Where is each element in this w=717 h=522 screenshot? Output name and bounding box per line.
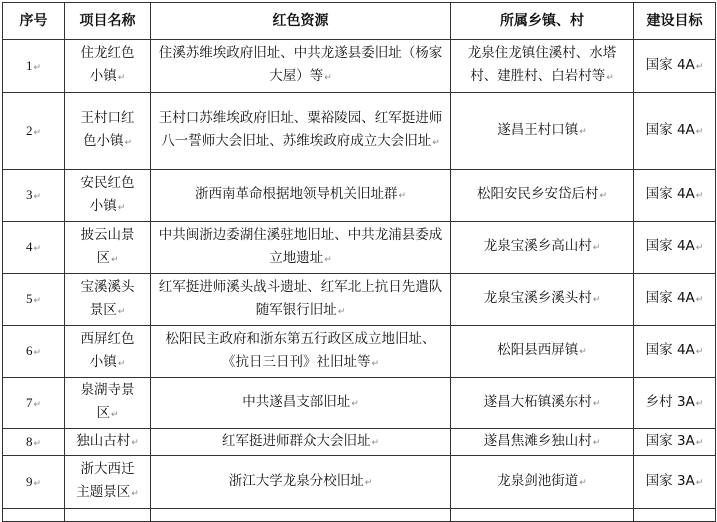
cell-red-resource-text: 王村口苏维埃政府旧址、粟裕陵园、红军挺进师八一誓师大会旧址、苏维埃政府成立大会旧址 — [158, 110, 443, 149]
cell-end-mark: ↵ — [351, 398, 359, 409]
empty-cell — [451, 509, 634, 522]
cell-town-village — [451, 378, 634, 429]
cell-end-mark: ↵ — [33, 191, 42, 201]
cell-end-mark: ↵ — [33, 398, 42, 409]
cell-town-village-text: 遂昌焦滩乡独山村 — [483, 432, 592, 449]
cell-number-text: 3 — [25, 187, 33, 202]
cell-construction-goal-text: 国家 4A — [645, 238, 695, 254]
cell-red-resource — [151, 93, 451, 170]
cell-construction-goal-text: 国家 3A — [645, 432, 695, 449]
cell-number-text: 1 — [25, 57, 33, 73]
cell-project-name — [65, 378, 151, 429]
cell-town-village-text: 松阳安民乡安岱后村 — [476, 186, 599, 202]
cell-town-village — [451, 170, 634, 222]
cell-end-mark: ↵ — [131, 437, 139, 448]
table-row — [3, 429, 716, 456]
cell-end-mark: ↵ — [592, 295, 601, 305]
cell-end-mark: ↵ — [592, 437, 601, 448]
cell-town-village — [451, 274, 634, 326]
cell-project-name — [65, 274, 151, 326]
cell-number — [3, 93, 65, 170]
header-number: 序号 — [3, 3, 65, 40]
cell-end-mark: ↵ — [599, 191, 608, 201]
cell-end-mark: ↵ — [337, 306, 346, 317]
cell-project-name-text: 浙大西迁主题景区 — [76, 461, 135, 500]
cell-town-village — [451, 93, 634, 170]
cell-end-mark: ↵ — [695, 243, 704, 253]
cell-number-text: 4 — [25, 239, 33, 254]
cell-number-text: 9 — [25, 473, 33, 489]
cell-end-mark: ↵ — [371, 437, 380, 448]
cell-end-mark: ↵ — [110, 410, 119, 420]
empty-cell — [65, 509, 151, 522]
cell-construction-goal — [634, 429, 716, 456]
cell-town-village-text: 龙泉住龙镇住溪村、水塔村、建胜村、白岩村等 — [467, 45, 617, 84]
cell-end-mark: ↵ — [117, 358, 126, 369]
cell-red-resource — [151, 456, 451, 509]
cell-end-mark: ↵ — [695, 61, 704, 72]
cell-number-text: 2 — [25, 122, 33, 138]
cell-end-mark: ↵ — [579, 347, 587, 357]
cell-project-name — [65, 93, 151, 170]
cell-number — [3, 170, 65, 222]
cell-end-mark: ↵ — [695, 477, 704, 488]
cell-project-name-text: 泉湖寺景区 — [80, 382, 135, 421]
cell-end-mark: ↵ — [606, 73, 614, 83]
cell-town-village — [451, 429, 634, 456]
cell-construction-goal — [634, 40, 716, 93]
cell-town-village-text: 遂昌王村口镇 — [497, 121, 579, 138]
cell-number — [3, 326, 65, 378]
cell-end-mark: ↵ — [117, 73, 126, 83]
cell-construction-goal — [634, 378, 716, 429]
cell-end-mark: ↵ — [579, 477, 587, 488]
cell-end-mark: ↵ — [364, 477, 373, 488]
cell-construction-goal-text: 国家 4A — [645, 290, 695, 306]
cell-project-name-text: 王村口红色小镇 — [80, 110, 135, 149]
cell-end-mark: ↵ — [371, 358, 380, 369]
header-red-resource: 红色资源 — [151, 3, 451, 40]
cell-end-mark: ↵ — [33, 477, 42, 488]
cell-project-name — [65, 40, 151, 93]
cell-number-text: 6 — [25, 343, 33, 358]
cell-town-village-text: 遂昌大柘镇溪东村 — [483, 393, 592, 410]
cell-end-mark: ↵ — [33, 437, 42, 448]
cell-construction-goal — [634, 170, 716, 222]
table-row — [3, 326, 716, 378]
cell-red-resource-text: 松阳民主政府和浙东第五行政区成立地旧址、《抗日三日刊》社旧址等 — [165, 330, 436, 370]
cell-end-mark: ↵ — [33, 295, 42, 305]
cell-red-resource — [151, 222, 451, 274]
cell-project-name-text: 安民红色小镇 — [80, 174, 135, 214]
cell-red-resource-text: 浙西南革命根据地领导机关旧址群 — [194, 186, 398, 202]
cell-red-resource — [151, 40, 451, 93]
cell-construction-goal-text: 乡村 3A — [645, 393, 695, 410]
cell-end-mark: ↵ — [695, 295, 704, 305]
cell-red-resource-text: 浙江大学龙泉分校旧址 — [228, 472, 364, 489]
cell-project-name — [65, 222, 151, 274]
cell-construction-goal — [634, 274, 716, 326]
cell-end-mark: ↵ — [398, 191, 407, 201]
cell-end-mark: ↵ — [33, 347, 42, 357]
cell-number-text: 5 — [25, 291, 33, 306]
cell-end-mark: ↵ — [695, 398, 704, 409]
cell-number — [3, 222, 65, 274]
table-row — [3, 93, 716, 170]
cell-end-mark: ↵ — [33, 243, 42, 253]
cell-project-name — [65, 326, 151, 378]
cell-end-mark: ↵ — [579, 126, 587, 137]
cell-end-mark: ↵ — [695, 437, 704, 448]
cell-end-mark: ↵ — [695, 126, 704, 137]
cell-project-name — [65, 170, 151, 222]
cell-end-mark: ↵ — [117, 306, 126, 317]
table-row — [3, 378, 716, 429]
cell-number-text: 8 — [25, 433, 33, 449]
header-project-name: 项目名称 — [65, 3, 151, 40]
header-construction-goal: 建设目标 — [634, 3, 716, 40]
cell-end-mark: ↵ — [695, 191, 704, 201]
cell-construction-goal-text: 国家 4A — [645, 342, 695, 358]
cell-construction-goal-text: 国家 3A — [645, 472, 695, 489]
header-town-village: 所属乡镇、村 — [451, 3, 634, 40]
empty-cell — [151, 509, 451, 522]
table-header-row — [3, 3, 716, 40]
cell-town-village-text: 龙泉宝溪乡高山村 — [483, 238, 592, 254]
table-row — [3, 456, 716, 509]
cell-red-resource — [151, 170, 451, 222]
cell-end-mark: ↵ — [33, 126, 42, 137]
cell-end-mark: ↵ — [432, 138, 440, 148]
cell-red-resource — [151, 274, 451, 326]
cell-construction-goal-text: 国家 4A — [645, 121, 695, 138]
cell-red-resource — [151, 429, 451, 456]
table-row — [3, 170, 716, 222]
cell-project-name-text: 西屏红色小镇 — [80, 330, 135, 370]
cell-construction-goal — [634, 222, 716, 274]
cell-town-village-text: 松阳县西屏镇 — [497, 342, 579, 358]
empty-cell — [634, 509, 716, 522]
cell-red-resource-text: 红军挺进师群众大会旧址 — [221, 432, 371, 449]
cell-red-resource-text: 住溪苏维埃政府旧址、中共龙遂县委旧址（杨家大屋）等 — [158, 45, 443, 84]
cell-end-mark: ↵ — [324, 254, 332, 265]
cell-red-resource-text: 中共遂昌支部旧址 — [242, 393, 351, 410]
cell-end-mark: ↵ — [117, 202, 126, 213]
cell-town-village-text: 龙泉剑池街道 — [497, 472, 579, 489]
cell-red-resource-text: 红军挺进师溪头战斗遗址、红军北上抗日先遣队随军银行旧址 — [158, 278, 443, 318]
cell-town-village — [451, 326, 634, 378]
cell-end-mark: ↵ — [592, 398, 601, 409]
cell-construction-goal-text: 国家 4A — [645, 56, 695, 73]
table-row-partial — [3, 509, 716, 522]
table-row — [3, 222, 716, 274]
cell-town-village — [451, 456, 634, 509]
cell-number — [3, 456, 65, 509]
cell-number — [3, 429, 65, 456]
cell-red-resource — [151, 326, 451, 378]
cell-construction-goal-text: 国家 4A — [645, 186, 695, 202]
cell-construction-goal — [634, 456, 716, 509]
table-row — [3, 274, 716, 326]
cell-end-mark: ↵ — [695, 347, 704, 357]
cell-project-name — [65, 456, 151, 509]
red-resource-table — [2, 2, 716, 522]
cell-red-resource — [151, 378, 451, 429]
cell-number — [3, 378, 65, 429]
cell-end-mark: ↵ — [110, 254, 119, 265]
cell-end-mark: ↵ — [124, 138, 133, 148]
cell-construction-goal — [634, 93, 716, 170]
cell-end-mark: ↵ — [33, 61, 42, 72]
cell-project-name — [65, 429, 151, 456]
cell-number — [3, 40, 65, 93]
cell-end-mark: ↵ — [131, 489, 139, 499]
cell-town-village — [451, 40, 634, 93]
cell-end-mark: ↵ — [324, 73, 332, 83]
cell-project-name-text: 独山古村 — [76, 432, 131, 449]
cell-red-resource-text: 中共闽浙边委湖住溪驻地旧址、中共龙浦县委成立地遗址 — [158, 226, 443, 266]
table-row — [3, 40, 716, 93]
cell-construction-goal — [634, 326, 716, 378]
cell-town-village-text: 龙泉宝溪乡溪头村 — [483, 290, 592, 306]
cell-number-text: 7 — [25, 394, 33, 410]
empty-cell — [3, 509, 65, 522]
cell-number — [3, 274, 65, 326]
cell-project-name-text: 住龙红色小镇 — [80, 45, 135, 84]
cell-project-name-text: 披云山景区 — [80, 226, 135, 266]
cell-end-mark: ↵ — [592, 243, 601, 253]
cell-project-name-text: 宝溪溪头景区 — [80, 278, 135, 318]
cell-town-village — [451, 222, 634, 274]
